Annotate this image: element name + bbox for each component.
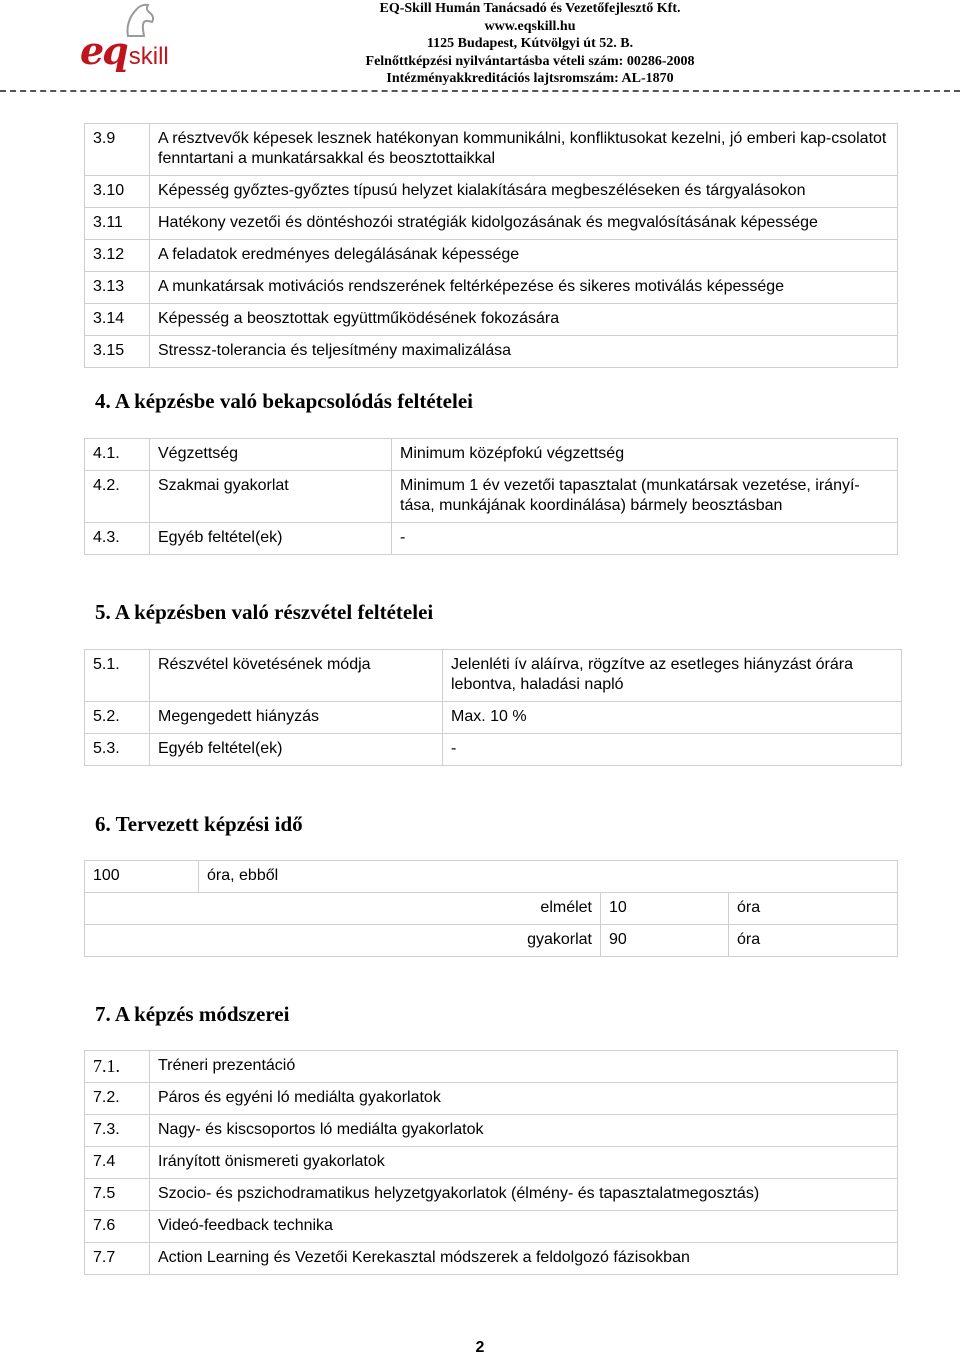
section-6-title: 6. Tervezett képzési idő (95, 812, 303, 836)
row-number: 3.9 (85, 124, 150, 176)
table-row (85, 734, 902, 766)
row-label: Végzettség (150, 439, 392, 471)
row-number: 4.1. (85, 439, 150, 471)
table-row (85, 124, 898, 176)
row-text: A munkatársak motivációs rendszerének feltérképezése és sikeres motiválás képessége (150, 272, 898, 304)
row-text: Irányított önismereti gyakorlatok (150, 1147, 898, 1179)
table-row (85, 1211, 898, 1243)
row-value: Minimum 1 év vezetői tapasztalat (munkatársak vezetése, irányí-tása, munkájának koordinálása) bármely beosztásban (392, 471, 898, 523)
competencies-table (84, 123, 898, 368)
company-details (280, 0, 780, 88)
table-row (85, 1083, 898, 1115)
row-number: 7.7 (85, 1243, 150, 1275)
row-text: Képesség győztes-győztes típusú helyzet kialakítására megbeszéléseken és tárgyalásokon (150, 176, 898, 208)
table-row (85, 702, 902, 734)
row-number: 7.3. (85, 1115, 150, 1147)
row-number: 3.12 (85, 240, 150, 272)
table-row (85, 208, 898, 240)
hours-label: elmélet (85, 893, 601, 925)
table-row (85, 650, 902, 702)
table-row (85, 523, 898, 555)
company-website: www.eqskill.hu (484, 18, 576, 34)
row-text: Nagy- és kiscsoportos ló mediálta gyakorlatok (150, 1115, 898, 1147)
row-number: 3.15 (85, 336, 150, 368)
row-number: 7.6 (85, 1211, 150, 1243)
row-number: 7.2. (85, 1083, 150, 1115)
total-hours-unit: óra, ebből (199, 861, 898, 893)
row-number: 3.13 (85, 272, 150, 304)
row-text: Képesség a beosztottak együttműködésének fokozására (150, 304, 898, 336)
participation-table (84, 649, 902, 766)
hours-label: gyakorlat (85, 925, 601, 957)
page-number: 2 (475, 1339, 485, 1356)
row-value: Minimum középfokú végzettség (392, 439, 898, 471)
row-number: 7.4 (85, 1147, 150, 1179)
row-label: Megengedett hiányzás (150, 702, 443, 734)
table-row (85, 1051, 898, 1083)
accreditation-number: Intézményakkreditációs lajtsromszám: AL-1870 (386, 71, 674, 86)
company-logo (80, 2, 190, 72)
row-text: Páros és egyéni ló mediálta gyakorlatok (150, 1083, 898, 1115)
table-row (85, 1179, 898, 1211)
row-text: Stressz-tolerancia és teljesítmény maximalizálása (150, 336, 898, 368)
row-label: Egyéb feltétel(ek) (150, 523, 392, 555)
hours-unit: óra (729, 893, 898, 925)
row-value: Jelenléti ív aláírva, rögzítve az esetleges hiányzást órára lebontva, haladási napló (443, 650, 902, 702)
row-value: - (392, 523, 898, 555)
methods-table (84, 1050, 898, 1275)
row-number: 3.14 (85, 304, 150, 336)
table-row (85, 176, 898, 208)
table-row (85, 1243, 898, 1275)
row-number: 4.2. (85, 471, 150, 523)
table-row (85, 1147, 898, 1179)
row-label: Egyéb feltétel(ek) (150, 734, 443, 766)
hours-value: 10 (601, 893, 729, 925)
header-divider (0, 90, 960, 92)
company-name: EQ-Skill Humán Tanácsadó és Vezetőfejlesztő Kft. (379, 1, 681, 16)
page-header (0, 0, 960, 90)
prerequisites-table (84, 438, 898, 555)
row-number: 5.1. (85, 650, 150, 702)
table-row (85, 1115, 898, 1147)
table-row (85, 304, 898, 336)
hours-value: 90 (601, 925, 729, 957)
company-address: 1125 Budapest, Kútvölgyi út 52. B. (426, 36, 634, 51)
table-row (85, 336, 898, 368)
total-hours: 100 (85, 861, 199, 893)
registration-number: Felnőttképzési nyilvántartásba vételi szám: 00286-2008 (365, 53, 695, 69)
row-number: 3.11 (85, 208, 150, 240)
logo-skill-text: skill (128, 43, 169, 70)
table-row (85, 439, 898, 471)
row-text: A feladatok eredményes delegálásának képessége (150, 240, 898, 272)
table-row (85, 861, 898, 893)
row-number: 7.1. (85, 1051, 150, 1083)
table-row (85, 240, 898, 272)
hours-unit: óra (729, 925, 898, 957)
row-label: Részvétel követésének módja (150, 650, 443, 702)
row-number: 5.2. (85, 702, 150, 734)
row-text: Szocio- és pszichodramatikus helyzetgyakorlatok (élmény- és tapasztalatmegosztás) (150, 1179, 898, 1211)
row-text: Videó-feedback technika (150, 1211, 898, 1243)
row-text: Action Learning és Vezetői Kerekasztal módszerek a feldolgozó fázisokban (150, 1243, 898, 1275)
table-row (85, 272, 898, 304)
row-number: 4.3. (85, 523, 150, 555)
logo-wordmark (80, 28, 169, 73)
section-4-title: 4. A képzésbe való bekapcsolódás feltételei (95, 389, 473, 413)
row-text: A résztvevők képesek lesznek hatékonyan kommunikálni, konfliktusokat kezelni, jó emberi kap-csolatot fenntartani a munkatársakkal és beosztottaikkal (150, 124, 898, 176)
training-hours-table (84, 860, 898, 957)
table-row (85, 893, 898, 925)
table-row (85, 925, 898, 957)
table-row (85, 471, 898, 523)
row-value: - (443, 734, 902, 766)
section-7-title: 7. A képzés módszerei (95, 1002, 290, 1026)
row-label: Szakmai gyakorlat (150, 471, 392, 523)
row-text: Tréneri prezentáció (150, 1051, 898, 1083)
row-number: 5.3. (85, 734, 150, 766)
row-number: 3.10 (85, 176, 150, 208)
row-text: Hatékony vezetői és döntéshozói stratégiák kidolgozásának és megvalósításának képessége (150, 208, 898, 240)
logo-eq-text: eq (80, 28, 127, 73)
section-5-title: 5. A képzésben való részvétel feltételei (95, 600, 434, 624)
row-number: 7.5 (85, 1179, 150, 1211)
row-value: Max. 10 % (443, 702, 902, 734)
